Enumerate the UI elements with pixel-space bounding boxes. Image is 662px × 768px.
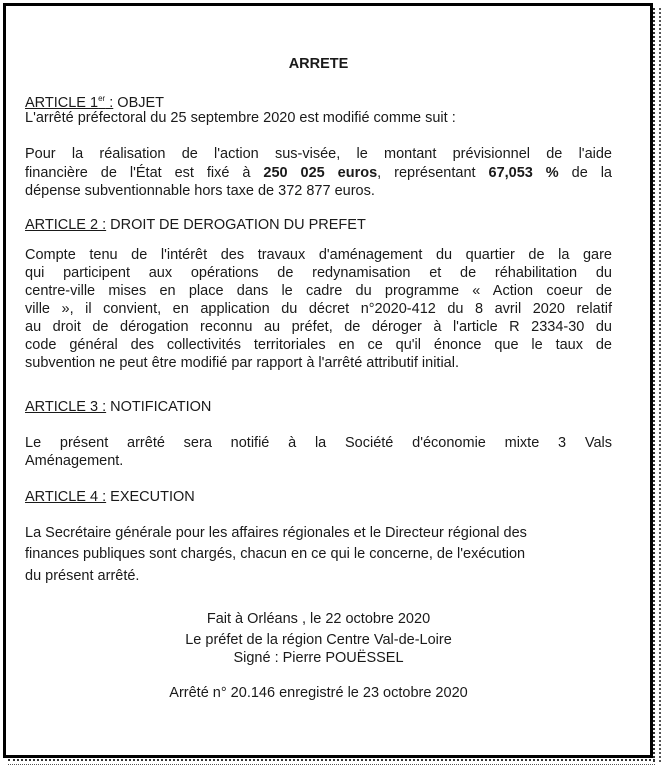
article-2-line: code général des collectivités territoriales en ce qu'il énonce que le taux de [25,337,612,353]
article-3-title: NOTIFICATION [106,399,212,415]
article-2-line: ville », il convient, en application du décret n°2020-412 du 8 avril 2020 relatif [25,301,612,317]
article-4-heading [25,488,612,506]
article-1-title: OBJET [113,95,165,111]
article-1-intro: L'arrêté préfectoral du 25 septembre 2020 est modifié comme suit : [25,110,456,126]
article-3-label: ARTICLE 3 : [25,399,107,415]
article-3-line: Aménagement. [25,453,124,469]
text: financière de l'État est fixé à [25,165,264,181]
text: de la [558,165,612,181]
article-4-label: ARTICLE 4 : [25,489,107,505]
document-title: ARRETE [288,56,349,72]
article-2-line: centre-ville mises en place dans le cadre du programme « Action coeur de [25,283,612,299]
signature-place-date: Fait à Orléans , le 22 octobre 2020 [206,611,431,627]
article-4-title: EXECUTION [106,489,195,505]
article-2-line: Compte tenu de l'intérêt des travaux d'aménagement du quartier de la gare [25,247,612,263]
article-1-sup: er [98,94,106,104]
article-4-line: finances publiques sont chargés, chacun en ce qui le concerne, de l'exécution [25,546,526,562]
article-4-line: La Secrétaire générale pour les affaires régionales et le Directeur régional des [25,525,527,541]
article-2-line: qui participent aux opérations de redynamisation et de réhabilitation du [25,265,612,281]
article-4-line: du présent arrêté. [25,568,140,584]
aid-amount: 250 025 euros [263,165,378,181]
article-1-line [25,164,612,182]
article-1-line: Pour la réalisation de l'action sus-visée, le montant prévisionnel de l'aide [25,146,612,162]
article-3-line: Le présent arrêté sera notifié à la Société d'économie mixte 3 Vals [25,435,612,451]
registration-note: Arrêté n° 20.146 enregistré le 23 octobre 2020 [169,685,468,701]
article-2-title: DROIT DE DEROGATION DU PREFET [106,217,366,233]
article-1-number: ARTICLE 1 [25,95,99,111]
article-2-label: ARTICLE 2 : [25,217,107,233]
article-2-line: subvention ne peut être modifié par rapport à l'arrêté attributif initial. [25,355,459,371]
signature-name: Signé : Pierre POUËSSEL [233,650,404,666]
aid-percent: 67,053 % [488,165,559,181]
article-2-heading [25,216,612,234]
frame-shadow-right [653,8,661,762]
text: , représentant [377,165,489,181]
signature-role: Le préfet de la région Centre Val-de-Loire [185,632,452,648]
article-3-heading [25,398,612,416]
frame-shadow-bottom [8,759,655,765]
article-2-line: au droit de dérogation reconnu au préfet, de déroger à l'article R 2334-30 du [25,319,612,335]
article-1-sep: : [105,95,114,111]
article-1-line: dépense subventionnable hors taxe de 372 877 euros. [25,183,375,199]
